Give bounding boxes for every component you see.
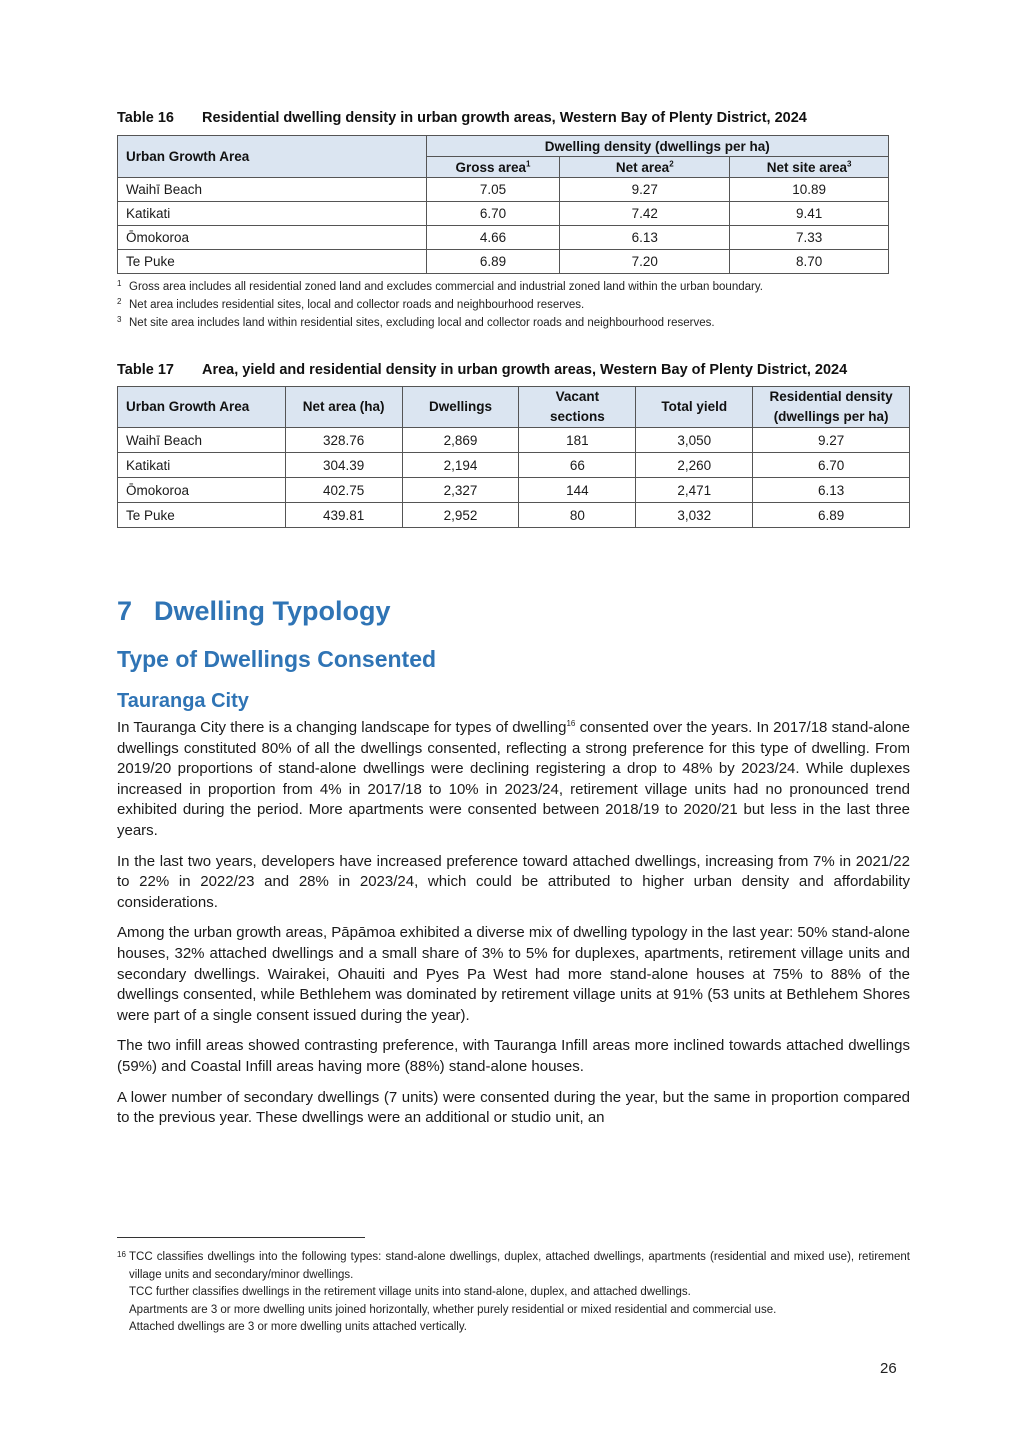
paragraph-4: The two infill areas showed contrasting preference, with Tauranga Infill areas more inclined towards attached dwellings (59%) and Coastal Infill areas having more (88%) stand-alone houses. [117,1037,910,1075]
table-note: 2 Net area includes residential sites, local and collector roads and neighbourhood reserves. [117,297,585,311]
paragraph-5: A lower number of secondary dwellings (7 units) were consented during the year, but the same in proportion compared to the previous year. These dwellings were an additional or studio unit, an [117,1088,910,1127]
t17-cell-yield: 2,471 [636,478,753,503]
t16-cell-net: 6.13 [560,226,730,250]
t16-header-net: Net area$^2$ [560,157,730,178]
t16-cell-netsite: 10.89 [730,178,889,202]
t16-cell-area: Te Puke [118,250,427,274]
t17-cell-yield: 3,050 [636,428,753,453]
t17-cell-dwellings: 2,327 [402,478,519,503]
t17-cell-vacant: 144 [519,478,636,503]
t17-cell-net-area: 439.81 [285,503,402,528]
t17-cell-net-area: 304.39 [285,453,402,478]
page-number: 26 [880,1360,897,1377]
t17-header-dwellings: Dwellings [402,387,519,428]
t17-cell-area: Te Puke [118,503,286,528]
table-row [118,250,889,274]
t17-cell-density: 6.89 [753,503,910,528]
subsection-heading: Type of Dwellings Consented [117,646,437,672]
table-row [118,428,910,453]
t16-cell-netsite: 8.70 [730,250,889,274]
section-heading [117,594,910,628]
t17-cell-area: Waihī Beach [118,428,286,453]
table16-title: Residential dwelling density in urban growth areas, Western Bay of Plenty District, 2024 [202,110,807,126]
page-content [117,108,910,1129]
paragraph-1: In Tauranga City there is a changing landscape for types of dwelling$^{16}$ consented over the years. In 2017/18 stand-alone dwellings constituted 80% of all the dwellings consented, reflecting a strong preference for this type of dwelling. From 2019/20 proportions of stand-alone dwellings were declining registering a drop to 48% by 2023/24. While duplexes increased in proportion from 4% in 2017/18 to 10% in 2023/24, retirement village units had no pronounced trend exhibited during the period. More apartments were consented between 2018/19 to 2020/21 but less in the last three years. [117,719,910,839]
table16-caption [117,108,910,128]
t16-cell-net: 7.20 [560,250,730,274]
section-number: 7 [117,596,133,626]
t17-cell-yield: 2,260 [636,453,753,478]
t17-cell-net-area: 402.75 [285,478,402,503]
table17 [117,386,910,528]
t17-header-net-area: Net area (ha) [285,387,402,428]
t17-header-vacant: Vacant sections [519,387,636,428]
footnote-line: Apartments are 3 or more dwelling units joined horizontally, whether purely residential or mixed residential and commercial use. [129,1303,777,1316]
t17-header-area: Urban Growth Area [118,387,286,428]
t17-cell-vacant: 80 [519,503,636,528]
table-row [118,478,910,503]
t17-cell-density: 6.70 [753,453,910,478]
t16-cell-net: 7.42 [560,202,730,226]
t16-cell-gross: 6.70 [426,202,560,226]
table-row [118,503,910,528]
t17-cell-yield: 3,032 [636,503,753,528]
table17-number: Table 17 [117,362,174,378]
footnote-divider [117,1237,365,1238]
t16-cell-area: Katikati [118,202,427,226]
paragraph-2: In the last two years, developers have increased preference toward attached dwellings, increasing from 7% in 2021/22 to 22% in 2022/23 and 28% in 2023/24, which could be attributed to higher urban density and affordability considerations. [117,852,910,911]
t17-cell-vacant: 66 [519,453,636,478]
table-row [118,226,889,250]
t17-cell-density: 9.27 [753,428,910,453]
table17-caption [117,360,910,380]
table16-number: Table 16 [117,110,174,126]
footnote-ref[interactable]: 16 [566,719,576,728]
table-row [118,202,889,226]
subsubsection-heading: Tauranga City [117,690,249,712]
t16-header-netsite: Net site area$^3$ [730,157,889,178]
t17-cell-area: Katikati [118,453,286,478]
t16-cell-gross: 7.05 [426,178,560,202]
t17-cell-vacant: 181 [519,428,636,453]
footnote-line: Attached dwellings are 3 or more dwelling units attached vertically. [129,1321,467,1333]
table16-notes [117,278,910,332]
t16-header-group: Dwelling density (dwellings per ha) [426,136,888,157]
table-note: 1 Gross area includes all residential zoned land and excludes commercial and industrial zoned land within the urban boundary. [117,279,763,293]
t16-cell-netsite: 7.33 [730,226,889,250]
t16-header-area: Urban Growth Area [118,136,427,178]
table-note: 3 Net site area includes land within residential sites, excluding local and collector roads and neighbourhood reserves. [117,315,715,329]
t17-cell-net-area: 328.76 [285,428,402,453]
table-row [118,453,910,478]
t17-header-yield: Total yield [636,387,753,428]
t17-cell-dwellings: 2,952 [402,503,519,528]
t16-cell-gross: 4.66 [426,226,560,250]
table-row [118,178,889,202]
section-title: Dwelling Typology [154,596,391,626]
footnote [117,1249,910,1337]
t16-cell-area: Waihī Beach [118,178,427,202]
t17-cell-density: 6.13 [753,478,910,503]
t17-cell-dwellings: 2,869 [402,428,519,453]
footnote-number: 16 [117,1250,126,1259]
t17-cell-dwellings: 2,194 [402,453,519,478]
footnote-line: TCC classifies dwellings into the following types: stand-alone dwellings, duplex, attached dwellings, apartments (residential and mixed use), retirement village units and secondary/minor dwellings. [129,1251,910,1281]
footnote-line: TCC further classifies dwellings in the retirement village units into stand-alone, duplex, and attached dwellings. [129,1286,691,1298]
t16-cell-gross: 6.89 [426,250,560,274]
t16-header-gross: Gross area$^1$ [426,157,560,178]
t16-cell-net: 9.27 [560,178,730,202]
table16 [117,135,889,274]
t17-header-density: Residential density (dwellings per ha) [753,387,910,428]
t16-cell-area: Ōmokoroa [118,226,427,250]
table17-title: Area, yield and residential density in urban growth areas, Western Bay of Plenty District, 2024 [202,362,848,378]
t16-cell-netsite: 9.41 [730,202,889,226]
paragraph-3: Among the urban growth areas, Pāpāmoa exhibited a diverse mix of dwelling typology in the last year: 50% stand-alone houses, 32% attached dwellings and a small share of 3% to 5% for duplexes, apartments, retirement village units and secondary dwellings. Wairakei, Ohauiti and Pyes Pa West had more stand-alone houses at 75% to 88% of the dwellings consented, while Bethlehem was dominated by retirement village units at 91% (53 units at Bethlehem Shores were part of a single consent issued during the year). [117,924,910,1024]
t17-cell-area: Ōmokoroa [118,478,286,503]
